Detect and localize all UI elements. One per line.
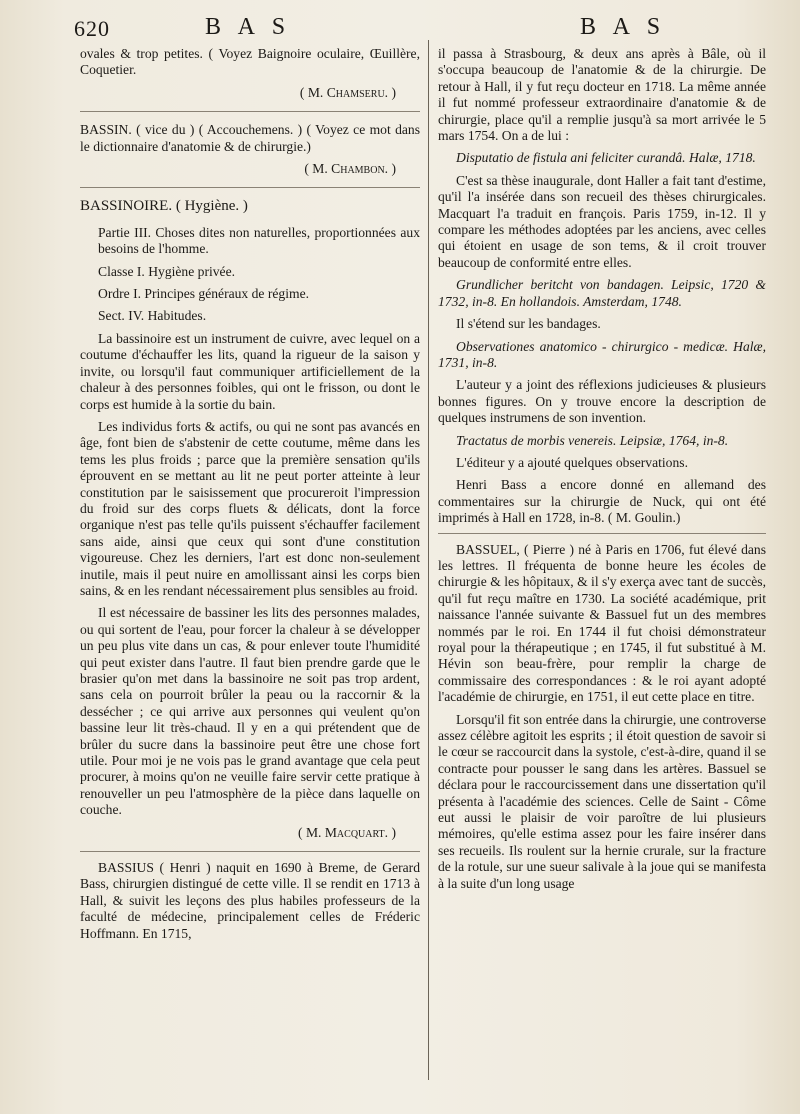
- entry-bassuel: BASSUEL, ( Pierre ) né à Paris en 1706, fut élevé dans les lettres. Il fréquenta de bonne heure les écoles de chirurgie & les hôpitaux, & il s'y exerça avec tant de succès, qu'il fut reçu maître en 1730. La société académique, prit naissance l'année suivante & Bassuel fut un des membres nommés par le roi. En 1744 il fut choisi démonstrateur royal pour la thérapeutique ; en 1745, il fut substitué à M. Hévin son beau-frère, pour remplir la charge de commissaire des correspondances : & le roi ayant adopté l'académie de chirurgie, en 1751, il eut cette place en titre.: [438, 541, 766, 705]
- right-column: [438, 46, 766, 898]
- body-paragraph: Henri Bass a encore donné en allemand des commentaires sur la chirurgie de Nuck, qui ont été imprimés à Hall en 1728, in-8. ( M. Goulin.): [438, 477, 766, 526]
- running-head-left: B A S: [205, 14, 292, 40]
- author-signature: ( M. Macquart. ): [298, 824, 396, 840]
- body-paragraph: L'auteur y a joint des réflexions judicieuses & plusieurs bonnes figures. On y trouve encore la description de quelques instrumens de son invention.: [438, 377, 766, 426]
- work-title: Observationes anatomico - chirurgico - medicæ. Halæ, 1731, in-8.: [438, 338, 766, 370]
- classification-line: Ordre I. Principes généraux de régime.: [98, 286, 309, 302]
- author-signature: ( M. Chambon. ): [304, 161, 396, 177]
- classification-line: Sect. IV. Habitudes.: [98, 308, 207, 324]
- work-title: Grundlicher beritcht von bandagen. Leipsic, 1720 & 1732, in-8. En hollandois. Amsterdam, 1748.: [438, 277, 766, 309]
- column-divider: [428, 40, 429, 1080]
- body-paragraph: Il est nécessaire de bassiner les lits des personnes malades, ou qui sortent de l'eau, pour forcer la chaleur à se développer un peu plus vite dans un cas, & pour enlever toute l'humidité qui peut exister dans l'autre. Il faut bien prendre garde que le brasier qu'on met dans la bassinoire ne soit pas trop ardent, sans cela on pourroit brûler la peau ou la raccornir & la dessécher ; ce qui arrive aux personnes qui veulent qu'on bassine leur lit très-chaud. Il y en a qui prétendent que de brûler du sucre dans la bassinoire peut être une chose fort utile. Pour moi je ne vois pas le grand avantage que cela peut procurer, à moins qu'on ne veuille faire servir cette pratique à renouveller un peu l'atmosphère de la pièce dans laquelle on couche.: [80, 605, 420, 818]
- body-paragraph: C'est sa thèse inaugurale, dont Haller a fait tant d'estime, qu'il l'a insérée dans son recueil des thèses chirurgicales. Macquart l'a traduit en françois. Paris 1759, in-12. Il y compare les méthodes adoptées par les anciens, avec celles qui étoient en usage de son tems, & il croit trouver beaucoup de conformité entre elles.: [438, 172, 766, 270]
- running-head-right: B A S: [580, 14, 667, 40]
- entry-separator: [80, 111, 420, 112]
- body-paragraph: il passa à Strasbourg, & deux ans après à Bâle, où il s'occupa beaucoup de l'anatomie & de la chirurgie. De retour à Hall, il y fut reçu docteur en 1718. La même année il fut nommé professeur extraordinaire d'anatomie & de chirurgie, place qu'il a remplie jusqu'à sa mort arrivée le 5 mars 1754. On a de lui :: [438, 46, 766, 144]
- entry-separator: [80, 187, 420, 188]
- entry-title-bassinoire: BASSINOIRE. ( Hygiène. ): [80, 198, 248, 215]
- entry-bassin: BASSIN. ( vice du ) ( Accouchemens. ) ( Voyez ce mot dans le dictionnaire d'anatomie & de chirurgie.): [80, 122, 420, 154]
- classification-line: Classe I. Hygiène privée.: [98, 263, 236, 279]
- body-paragraph: Lorsqu'il fit son entrée dans la chirurgie, une controverse assez célèbre agitoit les esprits ; il étoit question de savoir si le cœur se raccourcit dans la systole, c'est-à-dire, quand il se contracte pour pousser le sang dans les artères. Bassuel se déclara pour le raccourcissement dans une dissertation qu'il présenta à l'académie des sciences. Celle de Saint - Côme eut aussi le plaisir de voir paroître de lui plusieurs mémoires, qu'elle estima assez pour les faire insérer dans ses recueils. Ils roulent sur la hernie crurale, sur la fracture de la rotule, sur une sueur salivale à la joue qui se manifesta à la suite d'un long usage: [438, 711, 766, 891]
- classification-line: Partie III. Choses dites non naturelles, proportionnées aux besoins de l'homme.: [98, 224, 420, 257]
- entry-separator: [438, 533, 766, 534]
- entry-bassius: BASSIUS ( Henri ) naquit en 1690 à Breme, de Gerard Bass, chirurgien distingué de cette ville. Il se rendit en 1713 à Hall, & suivit les leçons des plus habiles professeurs de la faculté de médecine, principalement celles de Fréderic Hoffmann. En 1715,: [80, 860, 420, 941]
- entry-separator: [80, 851, 420, 852]
- work-title: Tractatus de morbis venereis. Leipsiæ, 1764, in-8.: [456, 432, 729, 448]
- entry-continuation: ovales & trop petites. ( Voyez Baignoire oculaire, Œuillère, Coquetier.: [80, 46, 420, 78]
- page-number: 620: [74, 16, 110, 41]
- body-paragraph: Les individus forts & actifs, ou qui ne sont pas avancés en âge, font bien de s'abstenir de cette coutume, même dans les tems les plus froids ; parce que la première sensation qu'ils éprouvent en se mettant au lit ne peut porter atteinte à leur constitution par le saisissement que procureroit l'impression du froid sur des corps fluets & délicats, dont la force organique n'est pas telle qu'ils puissent s'échauffer facilement sans aide, ainsi que ceux qui sont d'une constitution vigoureuse. Chez les derniers, l'art est donc non-seulement inutile, mais il peut nuire en amollissant ainsi les corps bien sains, & en les rendant nécessairement plus sensibles au froid.: [80, 418, 420, 598]
- left-column: [80, 46, 420, 948]
- author-signature: ( M. Chamseru. ): [299, 84, 396, 100]
- work-title: Disputatio de fistula ani feliciter curandâ. Halæ, 1718.: [456, 150, 756, 166]
- running-head: [0, 10, 800, 40]
- body-paragraph: Il s'étend sur les bandages.: [456, 316, 601, 332]
- body-paragraph: La bassinoire est un instrument de cuivre, avec lequel on a coutume d'échauffer les lits, quand la rigueur de la saison y invite, ou lorsqu'il faut communiquer artificiellement de la chaleur à des personnes foibles, qui ont le frisson, ou dont le corps est humide à la sortie du bain.: [80, 330, 420, 412]
- body-paragraph: L'éditeur y a ajouté quelques observations.: [456, 454, 688, 470]
